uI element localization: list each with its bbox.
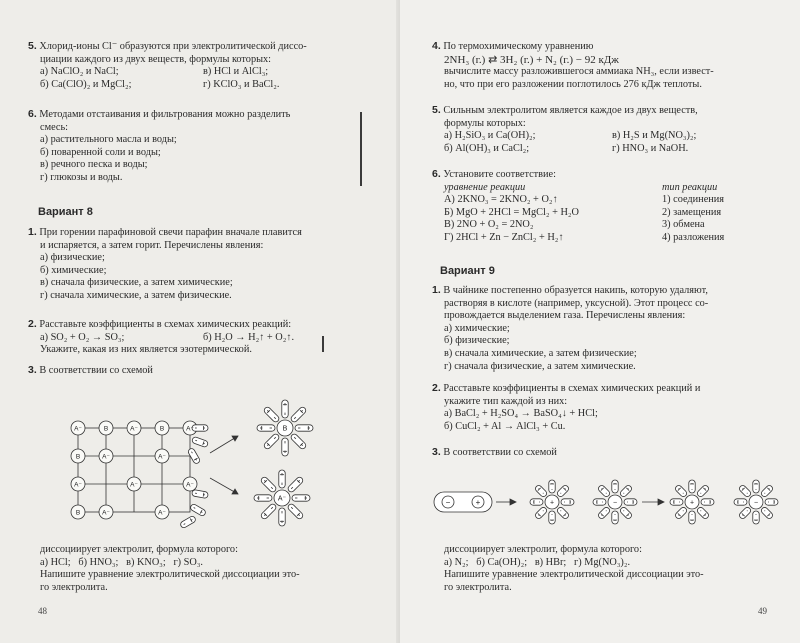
water-dipole [292,495,310,501]
water-dipole [282,400,288,418]
q-text: провождается выделением газа. Перечислены явления: [444,310,686,322]
lattice-ion-label: A⁻ [130,425,138,433]
water-dipole [619,506,633,520]
water-dipole [597,506,611,520]
q-text: циации каждого из двух веществ, формулы которых: [40,53,272,65]
reaction-equation: А) 2KNO₃ = 2KNO₂ + O₂↑ [444,194,558,206]
reaction-equation: В) 2NO + O₂ = 2NO₂ [444,219,534,231]
answer-g: г) HNO₃ и NaOH. [612,142,689,154]
lattice-ion-label: B [103,425,109,433]
left-v2 [28,318,295,357]
match-row [432,194,725,207]
reaction-equation: Б) MgO + 2HCl = MgCl₂ + H₂O [444,206,579,218]
q-text: Расставьте коэффициенты в схемах химических реакций и [443,383,701,394]
answer-v: в) HCl и AlCl₃; [203,66,269,78]
solvated-anion [254,470,310,526]
q-text: диссоциирует электролит, формула которого: [40,544,238,555]
q-text: укажите тип каждой из них: [444,395,568,407]
margin-bar [360,112,362,186]
right-q4 [432,40,714,91]
answer-v: в) сначала физические, а затем химические; [40,277,233,289]
q-text: вычислите массу разложившегося аммиака NH₃, если извест- [444,66,714,78]
water-dipole [279,470,285,488]
right-page [400,0,800,643]
water-dipole [295,425,313,431]
q-number: 2. [28,318,37,330]
water-dipole [549,480,555,493]
water-dipole [254,495,272,501]
q-number: 5. [28,40,37,52]
page-number: 49 [758,606,767,616]
q-text: Укажите, какая из них является эзотермической. [40,344,252,356]
q-number: 3. [432,446,441,458]
water-dipole [612,511,618,524]
answer-a: а) N₂; [444,556,469,568]
answer-b: б) Ca(ClO)₂ и MgCl₂; [40,78,132,90]
water-dipole [753,480,759,493]
solvated-anion [593,480,637,524]
answer-b: б) CuCl₂ + Al → AlCl₃ + Cu. [444,420,566,432]
answer-v: в) H₂S и Mg(NO₃)₂; [612,130,697,142]
q-number: 2. [432,382,441,394]
lattice-ion-label: A⁻ [102,453,110,461]
q-text: формулы которых: [444,117,526,129]
water-dipole [556,506,570,520]
water-dipole [192,489,209,498]
water-dipole [287,503,304,520]
q-text: По термохимическому уравнению [443,41,594,52]
answer-b: б) химические; [40,264,107,276]
water-dipole [290,406,307,423]
answer-b: б) Ca(OH)₂; [476,556,528,568]
water-dipole [760,484,774,498]
lattice-ion-label: B [159,425,165,433]
thermo-equation: 2NH₃ (г.) ⇄ 3H₂ (г.) + N₂ (г.) − 92 кДж [444,53,619,66]
left-v3 [28,364,153,378]
left-q6 [28,108,290,185]
right-v3 [432,446,557,460]
q-text: го электролита. [40,581,108,593]
answer-a: а) HCl; [40,556,71,568]
water-dipole [534,506,548,520]
water-dipole [696,484,710,498]
q-text: смесь: [40,121,69,133]
q-text: диссоциирует электролит, формула которого: [444,544,642,555]
ion-charge: − [445,498,451,507]
q-number: 1. [432,284,441,296]
water-dipole [179,515,196,529]
q-text: В чайнике постепенно образуется накипь, которую удаляют, [443,285,708,296]
answer-g: г) глюкозы и воды. [40,171,123,183]
answer-a: а) SO₂ + O₂ → SO₃; [40,331,125,343]
lattice-ion-label: A⁻ [158,453,166,461]
water-dipole [279,508,285,526]
water-dipole [290,433,307,450]
left-v1 [28,226,302,303]
variant-heading: Вариант 8 [38,206,93,218]
right-q6 [432,168,725,245]
answer-v: в) HBr; [534,556,567,568]
match-row [432,231,725,245]
water-dipole [753,511,759,524]
right-v2 [432,382,700,433]
water-dipole [549,511,555,524]
water-dipole [738,484,752,498]
arrowhead [510,499,516,505]
q-text: Установите соответствие: [443,169,556,180]
answer-g: г) Mg(NO₃)₂. [574,556,631,568]
water-dipole [689,511,695,524]
q-number: 5. [432,104,441,116]
water-dipole [734,499,747,505]
reaction-type: 3) обмена [662,219,705,231]
q-number: 6. [28,108,37,120]
ion-charge: + [475,498,481,507]
water-dipole [760,506,774,520]
answer-v: в) KNO₃; [126,556,166,568]
ion-label: + [549,499,555,507]
lattice-ion-label: A⁻ [186,425,194,433]
answer-a: а) растительного масла и воды; [40,134,177,146]
lattice-ion-label: A⁻ [74,425,82,433]
water-dipole [191,436,208,447]
reaction-type: 4) разложения [662,231,725,243]
ion-label: A⁻ [277,495,287,503]
water-dipole [287,476,304,493]
q-text: Методами отстаивания и фильтрования можно разделить [39,109,291,120]
answer-b: б) Al(OH)₃ и CaCl₂; [444,142,530,154]
lattice-ion-label: A⁻ [158,509,166,517]
q-text: Напишите уравнение электролитической диссоциации это- [40,569,300,581]
reaction-type: 1) соединения [662,194,725,206]
q-number: 4. [432,40,441,52]
lattice-ion-label: A⁻ [186,481,194,489]
water-dipole [612,480,618,493]
water-dipole [689,480,695,493]
q-number: 3. [28,364,37,376]
dissociation-diagram-left [70,398,360,538]
answer-v: в) речного песка и воды; [40,159,148,171]
match-table [432,194,725,244]
q-number: 6. [432,168,441,180]
q-text: В соответствии со схемой [39,365,153,376]
answer-b: б) поваренной соли и воды; [40,146,161,158]
water-dipole [738,506,752,520]
water-dipole [701,499,714,505]
ion-label: − [612,499,618,507]
solvated-cation [670,480,714,524]
lattice-ion-label: A⁻ [74,481,82,489]
match-row [432,219,705,232]
q-text: Хлорид-ионы Cl⁻ образуются при электролитической диссо- [39,41,307,52]
lattice-ion-label: B [75,453,81,461]
dissociation-diagram-right [430,468,790,538]
water-dipole [556,484,570,498]
right-v1 [432,284,708,373]
water-dipole [189,503,206,517]
water-dipole [282,438,288,456]
water-dipole [597,484,611,498]
water-dipole [192,425,208,431]
margin-bar [322,336,324,352]
answer-g: г) SO₃. [173,556,204,568]
water-dipole [530,499,543,505]
answer-b: б) физические; [444,335,510,347]
water-dipole [765,499,778,505]
q-text: При горении парафиновой свечи парафин вначале плавится [39,227,302,238]
variant-heading: Вариант 9 [440,265,495,277]
column-header: тип реакции [662,181,718,193]
ion-label: − [753,499,759,507]
column-header: уравнение реакции [444,181,526,193]
q-text: Расставьте коэффициенты в схемах химических реакций: [39,319,292,330]
answer-v: в) сначала химические, а затем физические; [444,347,637,359]
ion-lattice [75,425,190,512]
match-row [432,206,722,220]
water-dipole [593,499,606,505]
answer-g: г) сначала физические, а затем химические. [444,360,636,372]
water-dipole [674,484,688,498]
right-q5 [432,104,698,155]
solvated-anion [734,480,778,524]
q-text: го электролита. [444,581,512,593]
solvated-cation [530,480,574,524]
answer-a: а) H₂SiO₃ и Ca(OH)₂; [444,130,536,142]
water-dipole [260,476,277,493]
right-v3-answers [432,544,704,594]
answer-g: г) KClO₃ и BaCl₂. [203,78,280,90]
q-text: Напишите уравнение электролитической диссоциации это- [444,569,704,581]
water-dipole [263,406,280,423]
q-text: и испаряется, а затем горит. Перечислены явления: [40,239,264,251]
water-dipole [696,506,710,520]
left-v3-answers [28,544,300,594]
left-q5 [28,40,307,91]
water-dipole [624,499,637,505]
q-text: В соответствии со схемой [443,447,557,458]
lattice-ion-label: B [75,509,81,517]
answer-a: а) BaCl₂ + H₂SO₄ → BaSO₄↓ + HCl; [444,408,598,420]
page-number: 48 [38,606,47,616]
ion-label: + [689,499,695,507]
lattice-ion-label: A⁻ [130,481,138,489]
answer-a: а) химические; [444,322,510,334]
solvated-cation [257,400,313,456]
reaction-type: 2) замещения [662,206,722,218]
water-dipole [534,484,548,498]
answer-b: б) HNO₃; [78,556,119,568]
q-text: растворяя в кислоте (например, уксусной). Этот процесс со- [444,297,709,309]
reaction-equation: Г) 2HCl + Zn − ZnCl₂ + H₂↑ [444,231,564,243]
ion-label: B [282,425,288,433]
arrowhead [658,499,664,505]
water-dipole [670,499,683,505]
q-text: Сильным электролитом является каждое из двух веществ, [443,105,698,116]
water-dipole [257,425,275,431]
answer-g: г) сначала химические, а затем физические. [40,289,232,301]
water-dipole [561,499,574,505]
answer-a: а) NaClO₂ и NaCl; [40,66,119,78]
water-dipole [260,503,277,520]
water-dipole [619,484,633,498]
answer-b: б) H₂O → H₂↑ + O₂↑. [203,331,295,343]
lattice-ion-label: A⁻ [102,509,110,517]
q-number: 1. [28,226,37,238]
water-dipole [674,506,688,520]
q-text: но, что при его разложении поглотилось 276 кДж теплоты. [444,78,702,90]
answer-a: а) физические; [40,252,105,264]
water-dipole [263,433,280,450]
